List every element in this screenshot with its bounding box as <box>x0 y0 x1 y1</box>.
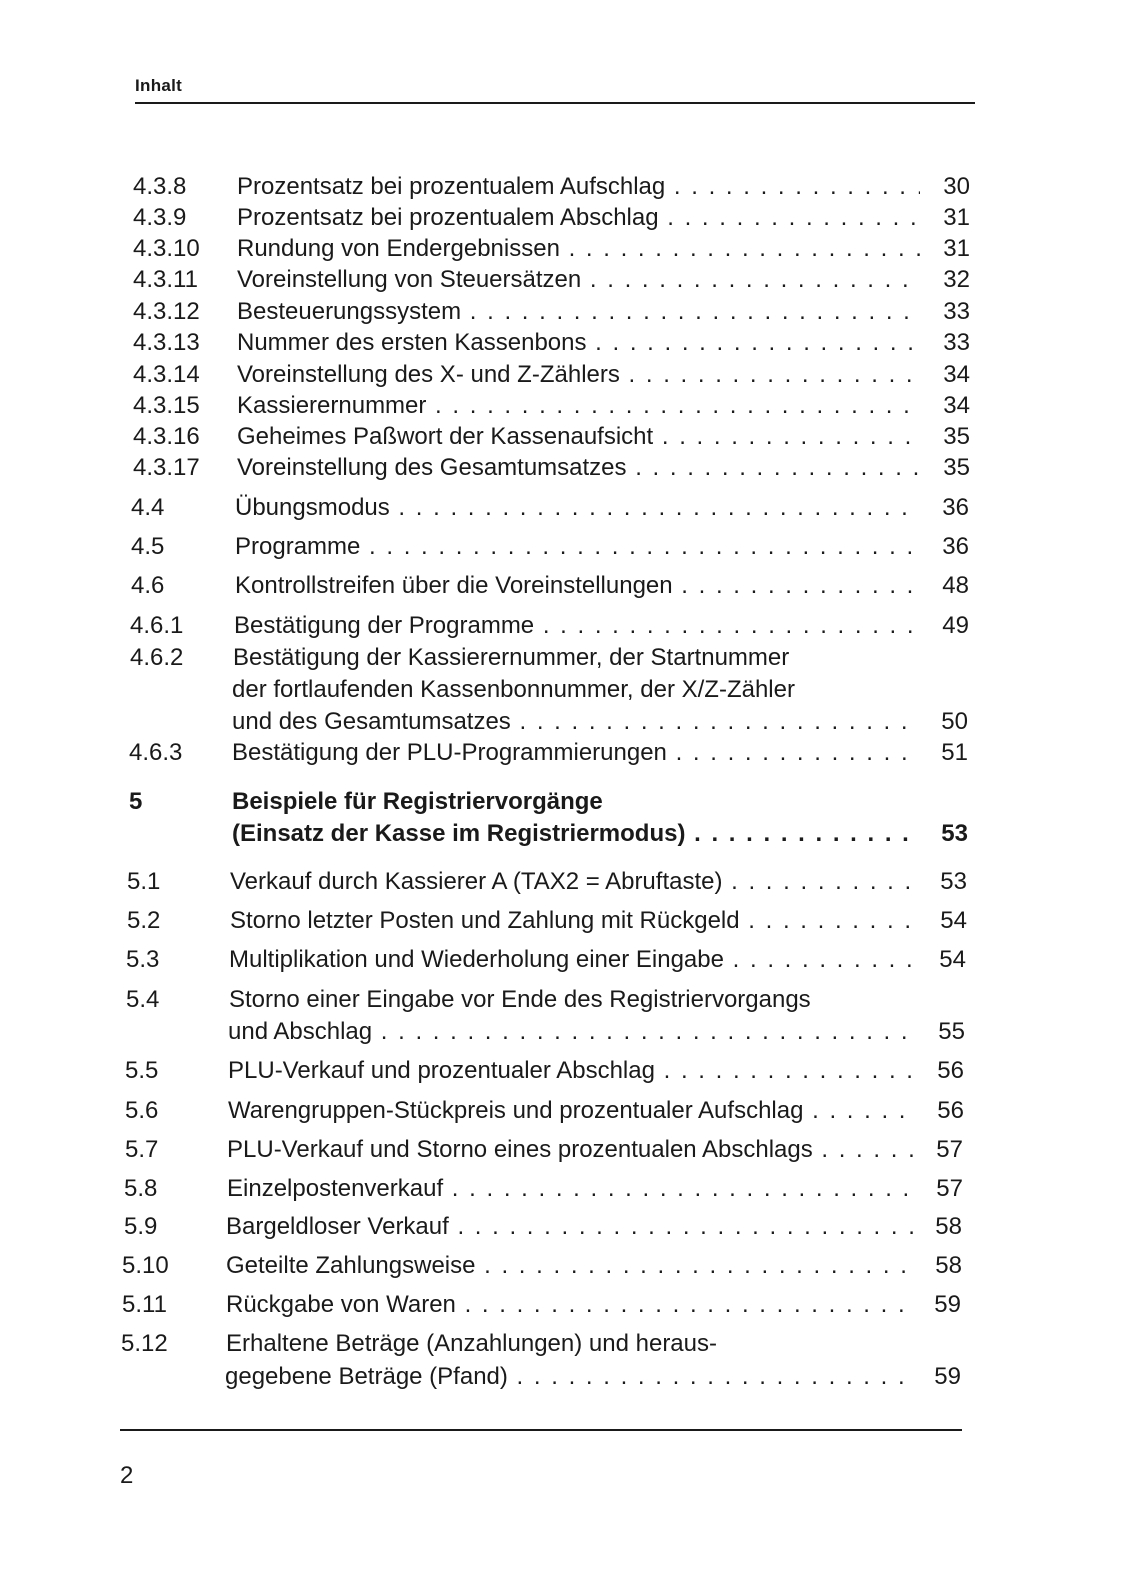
toc-entry-page: 51 <box>941 739 968 766</box>
toc-entry-page: 49 <box>942 612 969 639</box>
toc-entry <box>0 264 1123 296</box>
toc-entry-title: Nummer des ersten Kassenbons . . . <box>237 327 920 359</box>
toc-entry-number: 4.5 <box>131 533 165 560</box>
toc-entry-continuation <box>0 674 1123 706</box>
toc-entry-page: 54 <box>940 907 967 934</box>
toc-entry-page: 57 <box>936 1175 963 1202</box>
toc-entry-number: 4.3.17 <box>133 454 200 481</box>
toc-entry-page: 59 <box>934 1363 961 1390</box>
toc-entry <box>0 390 1123 422</box>
toc-entry-title-line: Storno einer Eingabe vor Ende des Registriervorgangs <box>229 986 811 1013</box>
toc-entry-number: 5.3 <box>126 946 160 973</box>
toc-entry-page: 32 <box>943 266 970 293</box>
toc-entry-number: 5.7 <box>125 1136 159 1163</box>
toc-entry-page: 36 <box>942 494 969 521</box>
toc-entry-title: Programme . . . <box>235 531 918 563</box>
toc-entry-number: 4.4 <box>131 494 165 521</box>
toc-entry-page: 34 <box>943 361 970 388</box>
toc-entry-page: 33 <box>943 298 970 325</box>
toc-entry-title: Voreinstellung des Gesamtumsatzes . . . <box>237 452 920 484</box>
toc-entry <box>0 944 1123 976</box>
toc-entry-page: 59 <box>934 1291 961 1318</box>
page-header-title: Inhalt <box>135 76 183 95</box>
toc-entry <box>0 610 1123 642</box>
toc-entry-number: 4.3.9 <box>133 204 187 231</box>
toc-entry-title: Besteuerungssystem . . . <box>237 296 920 328</box>
toc-entry-number: 4.3.12 <box>133 298 200 325</box>
toc-entry-continuation <box>0 706 1123 738</box>
toc-entry-number: 5.9 <box>124 1213 158 1240</box>
toc-entry-number: 4.3.16 <box>133 423 200 450</box>
toc-entry-title: Übungsmodus . . . <box>235 492 918 524</box>
toc-entry-number: 4.6 <box>131 572 165 599</box>
toc-entry-number: 4.3.15 <box>133 392 200 419</box>
toc-entry-number: 5.12 <box>121 1330 168 1357</box>
toc-entry-number: 4.3.11 <box>133 266 198 293</box>
toc-entry <box>0 233 1123 265</box>
toc-entry <box>0 171 1123 203</box>
toc-entry-number: 4.3.13 <box>133 329 200 356</box>
toc-entry-title: Geheimes Paßwort der Kassenaufsicht . . . <box>237 421 920 453</box>
toc-entry-title: Kontrollstreifen über die Voreinstellungen . . . <box>235 570 918 602</box>
toc-entry <box>0 737 1123 769</box>
toc-entry-number: 4.3.8 <box>133 173 187 200</box>
toc-entry-page: 57 <box>936 1136 963 1163</box>
toc-entry-continuation <box>0 1016 1123 1048</box>
toc-entry <box>0 492 1123 524</box>
toc-entry-page: 34 <box>943 392 970 419</box>
toc-entry-title: Verkauf durch Kassierer A (TAX2 = Abruftaste) . . . <box>230 866 917 898</box>
toc-entry-page: 31 <box>943 235 970 262</box>
toc-entry-number: 5.11 <box>122 1291 167 1318</box>
toc-entry <box>0 1211 1123 1243</box>
toc-entry-page: 56 <box>937 1057 964 1084</box>
toc-entry <box>0 296 1123 328</box>
toc-entry <box>0 1134 1123 1166</box>
toc-entry-title: Bestätigung der PLU-Programmierungen . . . <box>232 737 918 769</box>
page-number: 2 <box>120 1462 134 1489</box>
toc-entry-page: 58 <box>935 1252 962 1279</box>
toc-entry-title: Kassierernummer . . . <box>237 390 920 422</box>
toc-entry <box>0 202 1123 234</box>
toc-entry-title: gegebene Beträge (Pfand) . . . <box>225 1361 912 1393</box>
toc-entry <box>0 1095 1123 1127</box>
toc-entry <box>0 1289 1123 1321</box>
toc-entry-page: 53 <box>940 868 967 895</box>
toc-entry-title: Prozentsatz bei prozentualem Aufschlag . . . <box>237 171 920 203</box>
toc-entry <box>0 327 1123 359</box>
toc-entry-page: 55 <box>938 1018 965 1045</box>
toc-entry-number: 4.6.2 <box>130 644 184 671</box>
toc-entry <box>0 984 1123 1016</box>
toc-entry-number: 4.6.3 <box>129 739 183 766</box>
toc-entry-page: 30 <box>943 173 970 200</box>
toc-chapter <box>0 786 1123 818</box>
toc-entry <box>0 866 1123 898</box>
toc-entry-title: Multiplikation und Wiederholung einer Eingabe . . . <box>229 944 916 976</box>
footer-rule <box>120 1429 962 1431</box>
toc-entry-page: 54 <box>939 946 966 973</box>
toc-entry-page: 35 <box>943 454 970 481</box>
toc-chapter-number: 5 <box>129 788 143 815</box>
toc-entry <box>0 905 1123 937</box>
toc-entry-title: Storno letzter Posten und Zahlung mit Rückgeld . . . <box>230 905 917 937</box>
toc-entry <box>0 359 1123 391</box>
toc-entry-title: Voreinstellung des X- und Z-Zählers . . . <box>237 359 920 391</box>
toc-entry-title: und des Gesamtumsatzes . . . <box>232 706 918 738</box>
toc-entry-title-line: Bestätigung der Kassierernummer, der Startnummer <box>233 644 790 671</box>
toc-entry-page: 33 <box>943 329 970 356</box>
toc-entry-title-line: Erhaltene Beträge (Anzahlungen) und heraus- <box>226 1330 717 1357</box>
toc-chapter-title-line: Beispiele für Registriervorgänge <box>232 788 603 815</box>
toc-entry-page: 31 <box>943 204 970 231</box>
toc-entry-title: Bestätigung der Programme . . . <box>234 610 918 642</box>
toc-entry-title: Voreinstellung von Steuersätzen . . . <box>237 264 920 296</box>
toc-entry <box>0 642 1123 674</box>
toc-entry-page: 36 <box>942 533 969 560</box>
toc-entry-title: Bargeldloser Verkauf . . . <box>226 1211 913 1243</box>
toc-entry-title: Rückgabe von Waren . . . <box>226 1289 913 1321</box>
toc-entry-title: Warengruppen-Stückpreis und prozentualer Aufschlag . . . <box>228 1095 915 1127</box>
toc-entry <box>0 452 1123 484</box>
toc-chapter-continuation <box>0 818 1123 850</box>
toc-entry-number: 4.6.1 <box>130 612 184 639</box>
toc-entry <box>0 531 1123 563</box>
toc-entry-title: Prozentsatz bei prozentualem Abschlag . . . <box>237 202 920 234</box>
toc-entry <box>0 570 1123 602</box>
toc-entry-number: 4.3.14 <box>133 361 200 388</box>
toc-entry-number: 5.8 <box>124 1175 158 1202</box>
toc-entry <box>0 1055 1123 1087</box>
toc-entry-page: 50 <box>941 708 968 735</box>
toc-entry-number: 5.2 <box>127 907 161 934</box>
toc-entry-number: 4.3.10 <box>133 235 200 262</box>
toc-entry <box>0 1250 1123 1282</box>
toc-entry <box>0 1173 1123 1205</box>
toc-entry-number: 5.5 <box>125 1057 159 1084</box>
toc-entry <box>0 421 1123 453</box>
toc-entry-continuation <box>0 1361 1123 1393</box>
toc-chapter-title: (Einsatz der Kasse im Registriermodus) . . . <box>232 818 918 850</box>
toc-entry-title: und Abschlag . . . <box>228 1016 915 1048</box>
toc-entry-title-line: der fortlaufenden Kassenbonnummer, der X/Z-Zähler <box>232 676 795 703</box>
toc-entry-page: 35 <box>943 423 970 450</box>
toc-entry-number: 5.6 <box>125 1097 159 1124</box>
toc-entry-number: 5.1 <box>127 868 161 895</box>
toc-entry-title: Rundung von Endergebnissen . . . <box>237 233 920 265</box>
toc-entry-title: PLU-Verkauf und prozentualer Abschlag . . . <box>228 1055 915 1087</box>
toc-entry-title: Einzelpostenverkauf . . . <box>227 1173 914 1205</box>
toc-entry-page: 58 <box>935 1213 962 1240</box>
toc-entry-title: PLU-Verkauf und Storno eines prozentualen Abschlags . . . <box>227 1134 914 1166</box>
toc-entry-page: 48 <box>942 572 969 599</box>
toc-entry-page: 56 <box>937 1097 964 1124</box>
toc-entry <box>0 1328 1123 1360</box>
toc-entry-number: 5.10 <box>122 1252 169 1279</box>
toc-entry-title: Geteilte Zahlungsweise . . . <box>226 1250 913 1282</box>
toc-entry-page: 53 <box>941 820 968 847</box>
toc-entry-number: 5.4 <box>126 986 160 1013</box>
